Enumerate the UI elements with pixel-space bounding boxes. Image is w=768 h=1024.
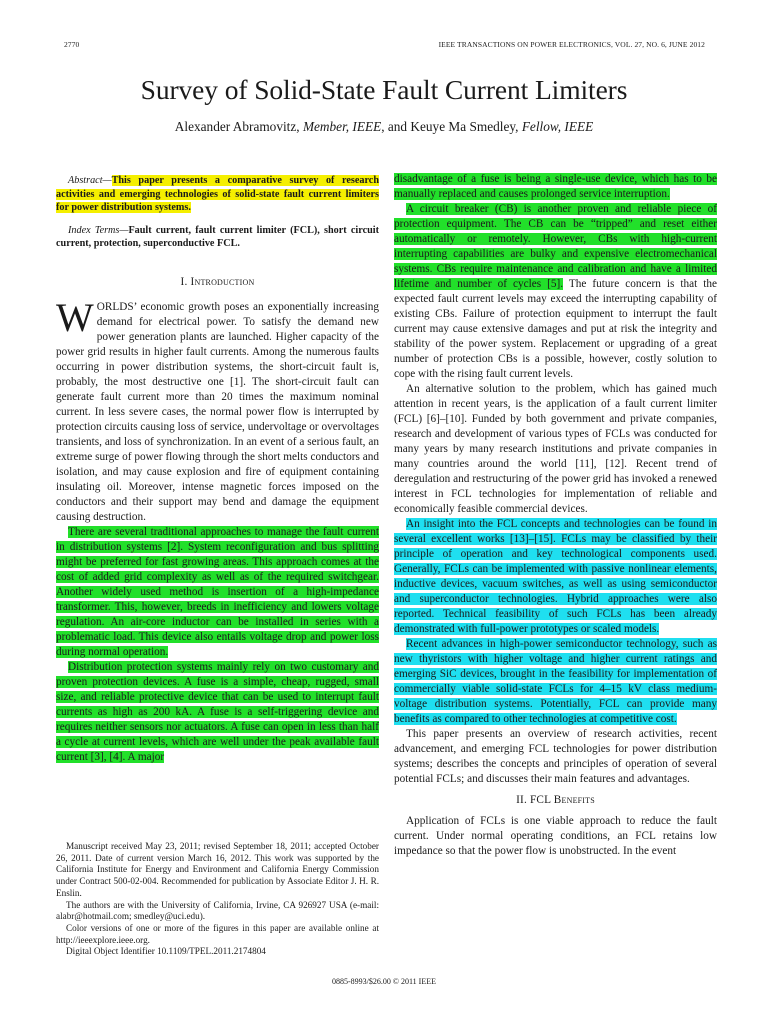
intro-paragraph-3: Distribution protection systems mainly rely on two customary and proven protection devices. A fuse is a simple, cheap, rugged, small size, and reliable protective device that can be used to interrupt fault currents as high as 200 kA. A fuse is a self-triggering device and requires neither sensors nor actuators. A fuse can open in less than half a cycle at current levels, which are well under the peak available fault current [3], [4]. A major — [56, 660, 379, 763]
section-1-heading: I. Introduction — [180, 275, 255, 288]
author-1: Alexander Abramovitz — [174, 119, 297, 134]
benefits-paragraph-1: Application of FCLs is one viable approach to reduce the fault current. Under normal operating conditions, an FCL retains low impedance so that the power flow is unobstructed. In the event — [394, 815, 717, 857]
right-column — [394, 172, 717, 859]
author-2: Keuye Ma Smedley — [410, 119, 516, 134]
footnotes — [56, 841, 379, 958]
section-2-heading: II. FCL Benefits — [516, 794, 595, 806]
abstract-text: This paper presents a comparative survey of research activities and emerging technologies of solid-state fault current limiters for power distribution systems. — [56, 175, 379, 214]
abstract — [56, 174, 379, 215]
intro-paragraph-2: There are several traditional approaches to manage the fault current in distribution systems [2]. System reconfiguration and bus splitting might be preferred for fast growing areas. This approach comes at the cost of added grid complexity as well as of the required switchgear. Another widely used method is insertion of a high-impedance transformer. This, however, breeds in inefficiency and lowers voltage regulation. An air-core inductor can be installed in series with a problematic load. This device also entails voltage drop and power loss during normal operation. — [56, 525, 379, 658]
left-column — [56, 174, 379, 765]
copyright-footer: 0885-8993/$26.00 © 2011 IEEE — [332, 977, 436, 986]
index-terms-text: Fault current, fault current limiter (FCL), short circuit current, protection, superconductive FCL. — [56, 224, 379, 250]
right-paragraph-2: A circuit breaker (CB) is another proven and reliable piece of protection equipment. The CB can be “tripped” and reset either automatically or remotely. However, CBs with high-current interrupting capabilities are bulky and expensive electromechanical systems. CBs require maintenance and calibration and have a limited lifetime and number of cycles [5]. The future concern is that the expected fault current levels may exceed the interrupting capability of existing CBs. Failure of protection equipment to interrupt the fault current may cause extensive damages and put at risk the integrity and stability of the power system. Replacement or upgrading of a great number of protection CBs is a possible, however, costly solution to cope with the rising fault current levels. — [394, 203, 717, 380]
right-paragraph-1: disadvantage of a fuse is being a single-use device, which has to be manually replaced and causes prolonged service interruption. — [394, 173, 717, 200]
footnote-doi: Digital Object Identifier 10.1109/TPEL.2011.2174804 — [66, 946, 266, 957]
footnote-color: Color versions of one or more of the figures in this paper are available online at http://ieeexplore.ieee.org. — [56, 922, 379, 945]
paper-title: Survey of Solid-State Fault Current Limiters — [140, 74, 628, 105]
abstract-label: Abstract— — [68, 175, 112, 186]
page-number: 2770 — [64, 40, 80, 49]
right-paragraph-6: This paper presents an overview of research activities, recent advancement, and emerging FCL technologies for power distribution systems; describes the concepts and principles of operation of several potential FCLs; and discusses their main features and advantages. — [394, 728, 717, 785]
journal-header: IEEE TRANSACTIONS ON POWER ELECTRONICS, VOL. 27, NO. 6, JUNE 2012 — [438, 40, 705, 49]
intro-paragraph-1: WORLDS’ economic growth poses an exponentially increasing demand for electrical power. To satisfy the demand new power generation plants are launched. Higher capacity of the power grid results in higher fault currents. Among the numerous faults occurring in power distribution systems, the short-circuit fault is, probably, the most destructive one [1]. The short-circuit fault can generate fault current more than 20 times the maximum nominal current. In less severe cases, the normal power flow is interrupted by protection circuits causing loss of service, undervoltage or overvoltages transients, and loss of synchronization. In an event of a serious fault, an extreme surge of power flowing through the short melts conductors and isolation, and may cause explosion and fire of equipment containing insulating oil. Moreover, intense magnetic forces imposed on the conductors and their support may bend and damage the equipment causing destruction. — [56, 294, 379, 523]
right-paragraph-3: An alternative solution to the problem, which has gained much attention in recent years, is the application of a fault current limiter (FCL) [6]–[10]. Funded by both government and private companies, research and development of various types of FCLs was conducted for many years by many research institutions and private companies in many countries around the world [11], [12]. Recent trend of deregulation and restructuring of the power grid has invoked a renewed interest in FCL technologies for implementation of reliable and economically feasible commercial devices. — [394, 383, 717, 515]
author-line: Alexander Abramovitz, Member, IEEE, and Keuye Ma Smedley, Fellow, IEEE — [174, 119, 594, 134]
author-1-role: Member, IEEE — [302, 119, 382, 134]
index-terms-label: Index Terms— — [68, 224, 129, 236]
author-2-role: Fellow, IEEE — [521, 119, 594, 134]
author-conj: and — [387, 119, 408, 134]
index-terms — [56, 224, 379, 251]
right-paragraph-4: An insight into the FCL concepts and technologies can be found in several excellent works [13]–[15]. FCLs may be classified by their principle of operation and key technological components used. Generally, FCLs can be implemented with passive nonlinear elements, inductive devices, vacuum switches, as well as using semiconductor and superconductor technologies. Hybrid approaches were also reported. Technical feasibility of such FCLs has been already demonstrated with full-power prototypes or scaled models. — [394, 518, 717, 635]
dropcap: W — [56, 294, 94, 340]
footnote-manuscript: Manuscript received May 23, 2011; revised September 18, 2011; accepted October 26, 2011. Date of current version March 16, 2012. This work was supported by the California Institute for Energy and Environment and California Energy Commission under Contract 500-02-004. Recommended for publication by Associate Editor J. H. R. Enslin. — [56, 841, 379, 898]
footnote-authors: The authors are with the University of California, Irvine, CA 926927 USA (e-mail: alabr@hotmail.com; smedley@uci.edu). — [56, 899, 379, 922]
right-paragraph-5: Recent advances in high-power semiconductor technology, such as new thyristors with higher voltage and higher current ratings and emerging SiC devices, brought in the feasibility for implementation of commercially viable solid-state FCLs for 4–15 kV class medium-voltage distribution systems. Potentially, FCL can provide many benefits as compared to other technologies at competitive cost. — [394, 638, 717, 725]
